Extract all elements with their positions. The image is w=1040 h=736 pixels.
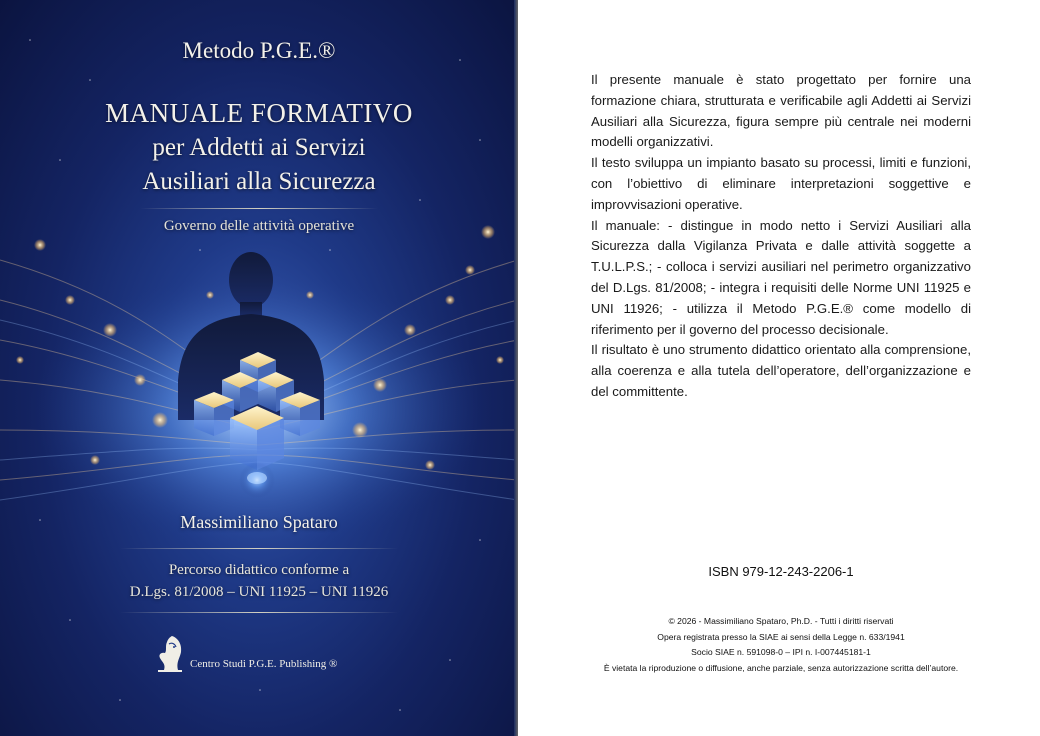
siae-line: Socio SIAE n. 591098-0 – IPI n. I-007445181-1 (691, 647, 871, 658)
paragraph: Il risultato è uno strumento didattico orientato alla comprensione, alla coerenza e alla tutela dell’operatore, dell’organizzazione e del committente. (591, 342, 971, 399)
title-divider (140, 208, 378, 209)
course-line-1: Percorso didattico conforme a (168, 562, 350, 578)
book-cover (0, 0, 518, 736)
description-text (591, 70, 971, 403)
series-title: Metodo P.G.E.® (182, 38, 336, 63)
isbn-code: ISBN 979-12-243-2206-1 (708, 564, 854, 579)
cover-title-line-3: Ausiliari alla Sicurezza (142, 168, 376, 195)
registration-line: Opera registrata presso la SIAE ai sensi della Legge n. 633/1941 (657, 631, 905, 642)
copyright-line: © 2026 - Massimiliano Spataro, Ph.D. - Tutti i diritti riservati (668, 616, 894, 626)
legal-notice (522, 614, 1040, 676)
publisher-name: Centro Studi P.G.E. Publishing ® (190, 658, 338, 670)
publisher-block (156, 634, 337, 674)
paragraph: Il presente manuale è stato progettato per fornire una formazione chiara, strutturata e verificabile agli Addetti ai Servizi Ausiliari alla Sicurezza, figura sempre più centrale nei moderni modelli organizzativi. (591, 72, 971, 150)
paragraph: Il manuale: - distingue in modo netto i Servizi Ausiliari alla Sicurezza dalla Vigilanza Privata e dalle attività soggette a T.U.L.P.S.; - colloca i servizi ausiliari nel perimetro organizzativo del D.Lgs. 81/2008; - integra i requisiti delle Norme UNI 11925 e UNI 11926; - utilizza il Metodo P.G.E.® come modello di riferimento per il governo del processo decisionale. (591, 217, 971, 337)
cover-author: Massimiliano Spataro (180, 512, 338, 532)
course-line-2: D.Lgs. 81/2008 – UNI 11925 – UNI 11926 (129, 584, 389, 600)
author-divider (120, 548, 398, 549)
horse-head-logo-icon (156, 634, 186, 674)
course-divider (120, 612, 398, 613)
cover-subtitle: Governo delle attività operative (163, 218, 355, 234)
reproduction-line: È vietata la riproduzione o diffusione, anche parziale, senza autorizzazione scritta dell’autore. (603, 662, 959, 673)
back-page (522, 0, 1040, 736)
paragraph: Il testo sviluppa un impianto basato su processi, limiti e funzioni, con l’obiettivo di eliminare interpretazioni soggettive e improvvisazioni operative. (591, 155, 971, 212)
cover-title: MANUALE FORMATIVO (105, 98, 413, 128)
cover-title-line-2: per Addetti ai Servizi (152, 134, 366, 161)
